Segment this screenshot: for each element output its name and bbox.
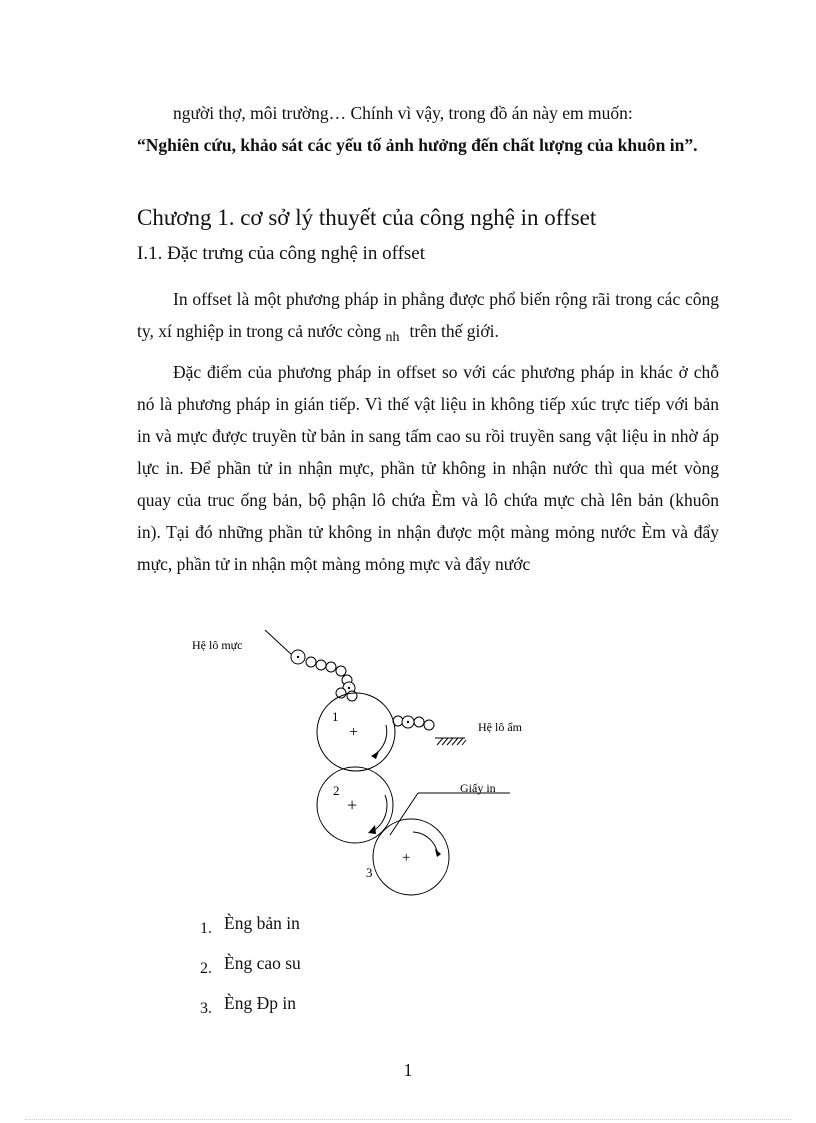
list-item: 2. Èng cao su bbox=[200, 953, 301, 977]
paragraph-1-text: In offset là một phương pháp in phẳng được phổ biến rộng rãi trong các công ty, xí nghiệp in trong cả nước còng bbox=[137, 289, 719, 341]
paragraph-1 bbox=[137, 283, 719, 350]
paragraph-1-end: trên thế giới. bbox=[409, 321, 499, 341]
cyl1-number: 1 bbox=[332, 709, 339, 724]
label-damp-rollers: Hệ lô ẩm bbox=[478, 720, 522, 734]
damp-rollers bbox=[393, 716, 434, 730]
cyl3-number: 3 bbox=[366, 865, 373, 880]
cyl2-center: + bbox=[347, 795, 358, 815]
cyl2-arrow bbox=[373, 795, 387, 831]
ink-leader-line bbox=[265, 630, 292, 655]
offset-press-diagram bbox=[180, 625, 540, 905]
section-title: I.1. Đặc trưng của công nghệ in offset bbox=[137, 243, 425, 264]
chapter-title: Chương 1. cơ sở lý thuyết của công nghệ in offset bbox=[137, 205, 597, 230]
ink-rollers bbox=[291, 650, 357, 701]
paragraph-2: Đặc điểm của phương pháp in offset so với các phương pháp in khác ở chỗ nó là phương pháp in gián tiếp. Vì thế vật liệu in không tiếp xúc trực tiếp với bản in và mực được truyền từ bản in sang tấm cao su rồi truyền sang vật liệu in nhờ áp lực in. Để phần tử in nhận mực, phần tử không in nhận nước thì qua mét vòng quay của truc ống bản, bộ phận lô chứa Èm và lô chứa mực chà lên bản (khuôn in). Tại đó những phần tử không in nhận được một màng mỏng nước Èm và đẩy mực, phần tử in nhận một màng mỏng mực và đẩy nước bbox=[137, 362, 719, 574]
paper-leader bbox=[390, 793, 418, 835]
label-paper: Giấy in bbox=[460, 781, 496, 795]
impression-cylinder bbox=[373, 819, 449, 895]
cyl1-center: + bbox=[349, 724, 359, 741]
intro-text: người thợ, môi trường… Chính vì vậy, trong đồ án này em muốn: bbox=[173, 103, 633, 123]
paragraph-1-sub: nh bbox=[385, 330, 400, 345]
thesis-title: “Nghiên cứu, khảo sát các yếu tố ảnh hưởng đến chất lượng của khuôn in”. bbox=[137, 135, 698, 155]
list-item: 3. Èng Ðp in bbox=[200, 993, 296, 1017]
label-ink-rollers: Hệ lô mực bbox=[192, 638, 243, 652]
intro-line bbox=[137, 97, 719, 161]
page-number: 1 bbox=[403, 1060, 413, 1080]
cyl3-arrow bbox=[413, 832, 437, 851]
list-item: 1. Èng bản in bbox=[200, 913, 300, 937]
cyl3-center: + bbox=[402, 850, 411, 866]
cyl2-number: 2 bbox=[333, 783, 340, 798]
water-tray bbox=[437, 738, 466, 745]
cyl1-arrow bbox=[374, 725, 387, 755]
cylinder-legend bbox=[200, 913, 301, 1033]
footer-divider bbox=[25, 1119, 791, 1120]
